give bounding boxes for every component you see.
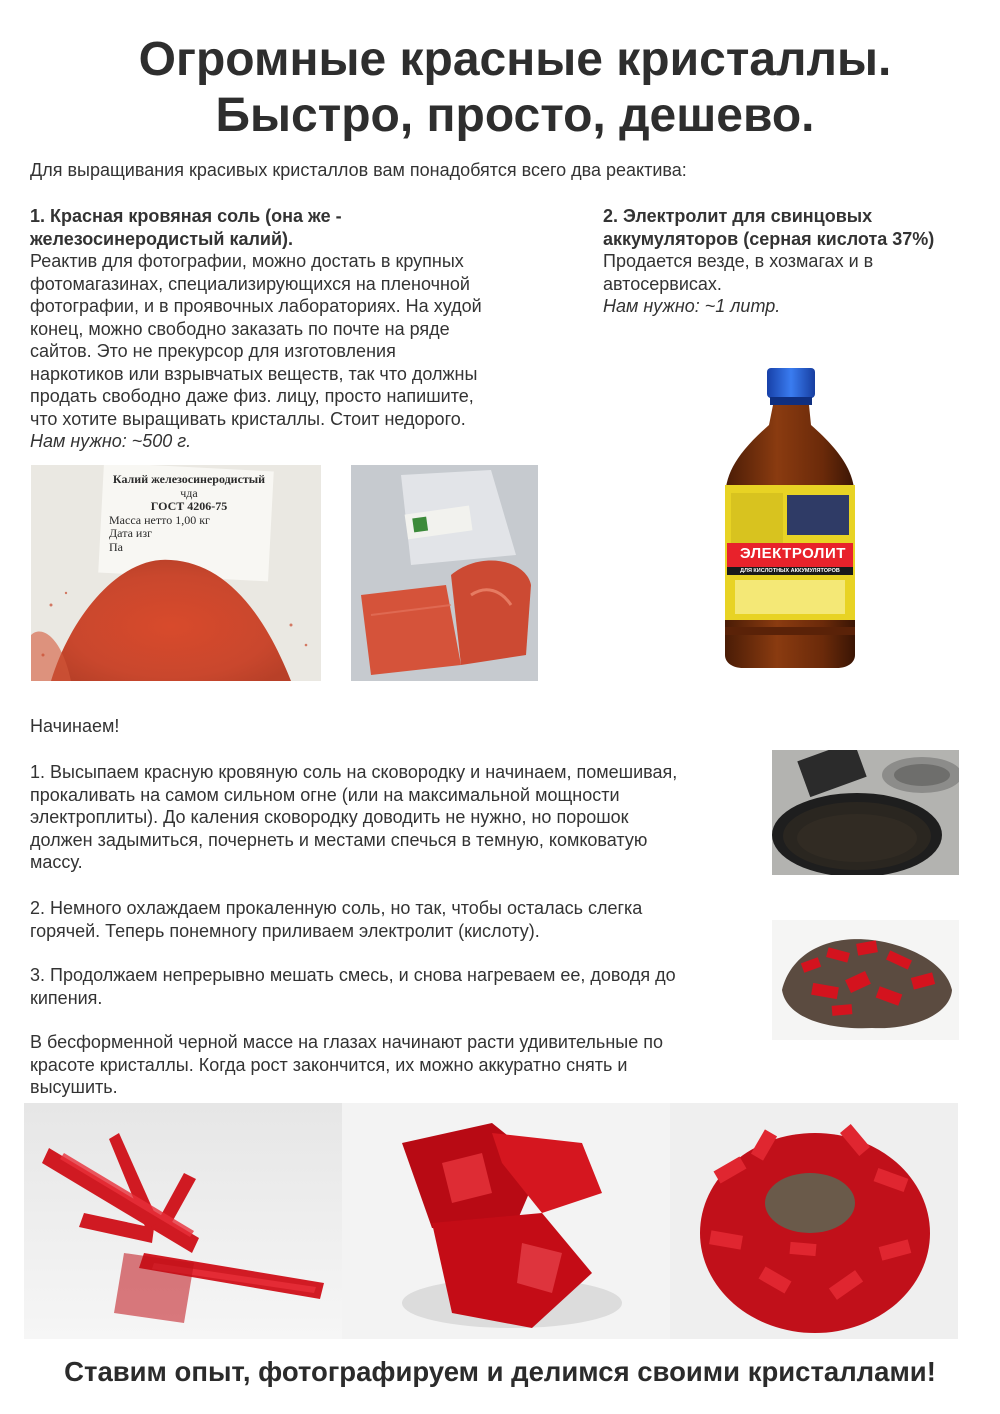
reagent-1-need: Нам нужно: ~500 г. bbox=[30, 431, 192, 451]
steps-start: Начинаем! bbox=[30, 716, 120, 736]
reagent-1-text: конец, можно свободно заказать по почте на ряде bbox=[30, 318, 450, 339]
step-2-line: 2. Немного охлаждаем прокаленную соль, но так, чтобы осталась слегка bbox=[30, 898, 643, 918]
reagent-2-title: 2. Электролит для свинцовых bbox=[603, 206, 873, 226]
powder-photo bbox=[31, 465, 321, 681]
reagent-1-text: Реактив для фотографии, можно достать в крупных bbox=[30, 251, 464, 271]
crystal-lump-art bbox=[772, 920, 959, 1040]
crystal-lump-photo bbox=[772, 920, 959, 1040]
reagent-2-block bbox=[603, 205, 993, 318]
step-2-line: горячей. Теперь понемногу приливаем электролит (кислоту). bbox=[30, 920, 540, 941]
step-3 bbox=[30, 964, 770, 1009]
bottle-art bbox=[715, 365, 865, 670]
powder-label-date: Дата изг bbox=[109, 526, 153, 540]
bags-photo-art bbox=[351, 465, 538, 681]
crystal-art-3 bbox=[670, 1103, 958, 1339]
intro-text: Для выращивания красивых кристаллов вам понадобятся всего два реактива: bbox=[30, 160, 687, 180]
crystal-art-2 bbox=[342, 1103, 670, 1339]
pan-photo bbox=[772, 750, 959, 875]
pan-photo-art bbox=[772, 750, 959, 875]
reagent-1-text: наркотиков или взрывчатых веществ, так что должны bbox=[30, 363, 478, 384]
reagent-1-title: 1. Красная кровяная соль (она же - bbox=[30, 206, 342, 226]
reagent-1-text: продать свободно даже физ. лицу, просто напишите, bbox=[30, 386, 474, 406]
step-1-line: должен задымиться, почернеть и местами спечься в темную, комковатую bbox=[30, 829, 648, 850]
electrolyte-bottle-photo bbox=[715, 365, 865, 670]
step-1-line: 1. Высыпаем красную кровяную соль на сковородку и начинаем, помешивая, bbox=[30, 762, 678, 782]
bottle-label-title: ЭЛЕКТРОЛИТ bbox=[740, 545, 846, 562]
crystal-art-1 bbox=[24, 1103, 342, 1339]
result-line: красоте кристаллы. Когда рост закончится, их можно аккуратно снять и bbox=[30, 1054, 628, 1075]
reagent-2-text: Продается везде, в хозмагах и в bbox=[603, 251, 874, 271]
powder-label-grade: чда bbox=[180, 485, 198, 500]
bags-photo bbox=[351, 465, 538, 681]
powder-label-name: Калий железосинеродистый bbox=[112, 472, 266, 486]
reagent-1-block bbox=[30, 205, 550, 453]
result-line: высушить. bbox=[30, 1077, 118, 1097]
crystal-photo-2 bbox=[342, 1103, 670, 1339]
reagent-1-text: фотографии, и в проявочных лабораториях. На худой bbox=[30, 296, 482, 316]
bottle-label-sub: ДЛЯ КИСЛОТНЫХ АККУМУЛЯТОРОВ bbox=[740, 568, 840, 574]
step-1-line: электроплиты). До каления сковородку доводить не нужно, но порошок bbox=[30, 807, 629, 827]
reagent-1-text: сайтов. Это не прекурсор для изготовления bbox=[30, 341, 396, 361]
powder-label-gost: ГОСТ 4206-75 bbox=[150, 499, 228, 513]
crystal-photo-3 bbox=[670, 1103, 958, 1339]
footer-call-to-action: Ставим опыт, фотографируем и делимся своими кристаллами! bbox=[64, 1356, 936, 1387]
step-1 bbox=[30, 761, 770, 874]
powder-label-pa: Па bbox=[109, 539, 123, 554]
step-3-line: кипения. bbox=[30, 987, 103, 1008]
result-line: В бесформенной черной массе на глазах начинают расти удивительные по bbox=[30, 1032, 663, 1052]
reagent-2-title: аккумуляторов (серная кислота 37%) bbox=[603, 228, 935, 249]
powder-label-mass: Масса нетто 1,00 кг bbox=[109, 512, 210, 527]
reagent-2-text: автосервисах. bbox=[603, 273, 722, 294]
step-2 bbox=[30, 897, 770, 942]
reagent-1-text: фотомагазинах, специализирующихся на пленочной bbox=[30, 273, 470, 294]
result-text bbox=[30, 1031, 770, 1099]
title-line-1: Огромные красные кристаллы. bbox=[138, 33, 892, 86]
step-3-line: 3. Продолжаем непрерывно мешать смесь, и снова нагреваем ее, доводя до bbox=[30, 965, 676, 985]
reagent-2-need: Нам нужно: ~1 литр. bbox=[603, 296, 781, 316]
reagent-1-title: железосинеродистый калий). bbox=[30, 228, 294, 249]
step-1-line: массу. bbox=[30, 852, 83, 872]
reagent-1-text: что хотите выращивать кристаллы. Стоит недорого. bbox=[30, 408, 466, 429]
step-1-line: прокаливать на самом сильном огне (или на максимальной мощности bbox=[30, 784, 620, 805]
title-line-2: Быстро, просто, дешево. bbox=[215, 89, 815, 142]
crystal-photo-1 bbox=[24, 1103, 342, 1339]
